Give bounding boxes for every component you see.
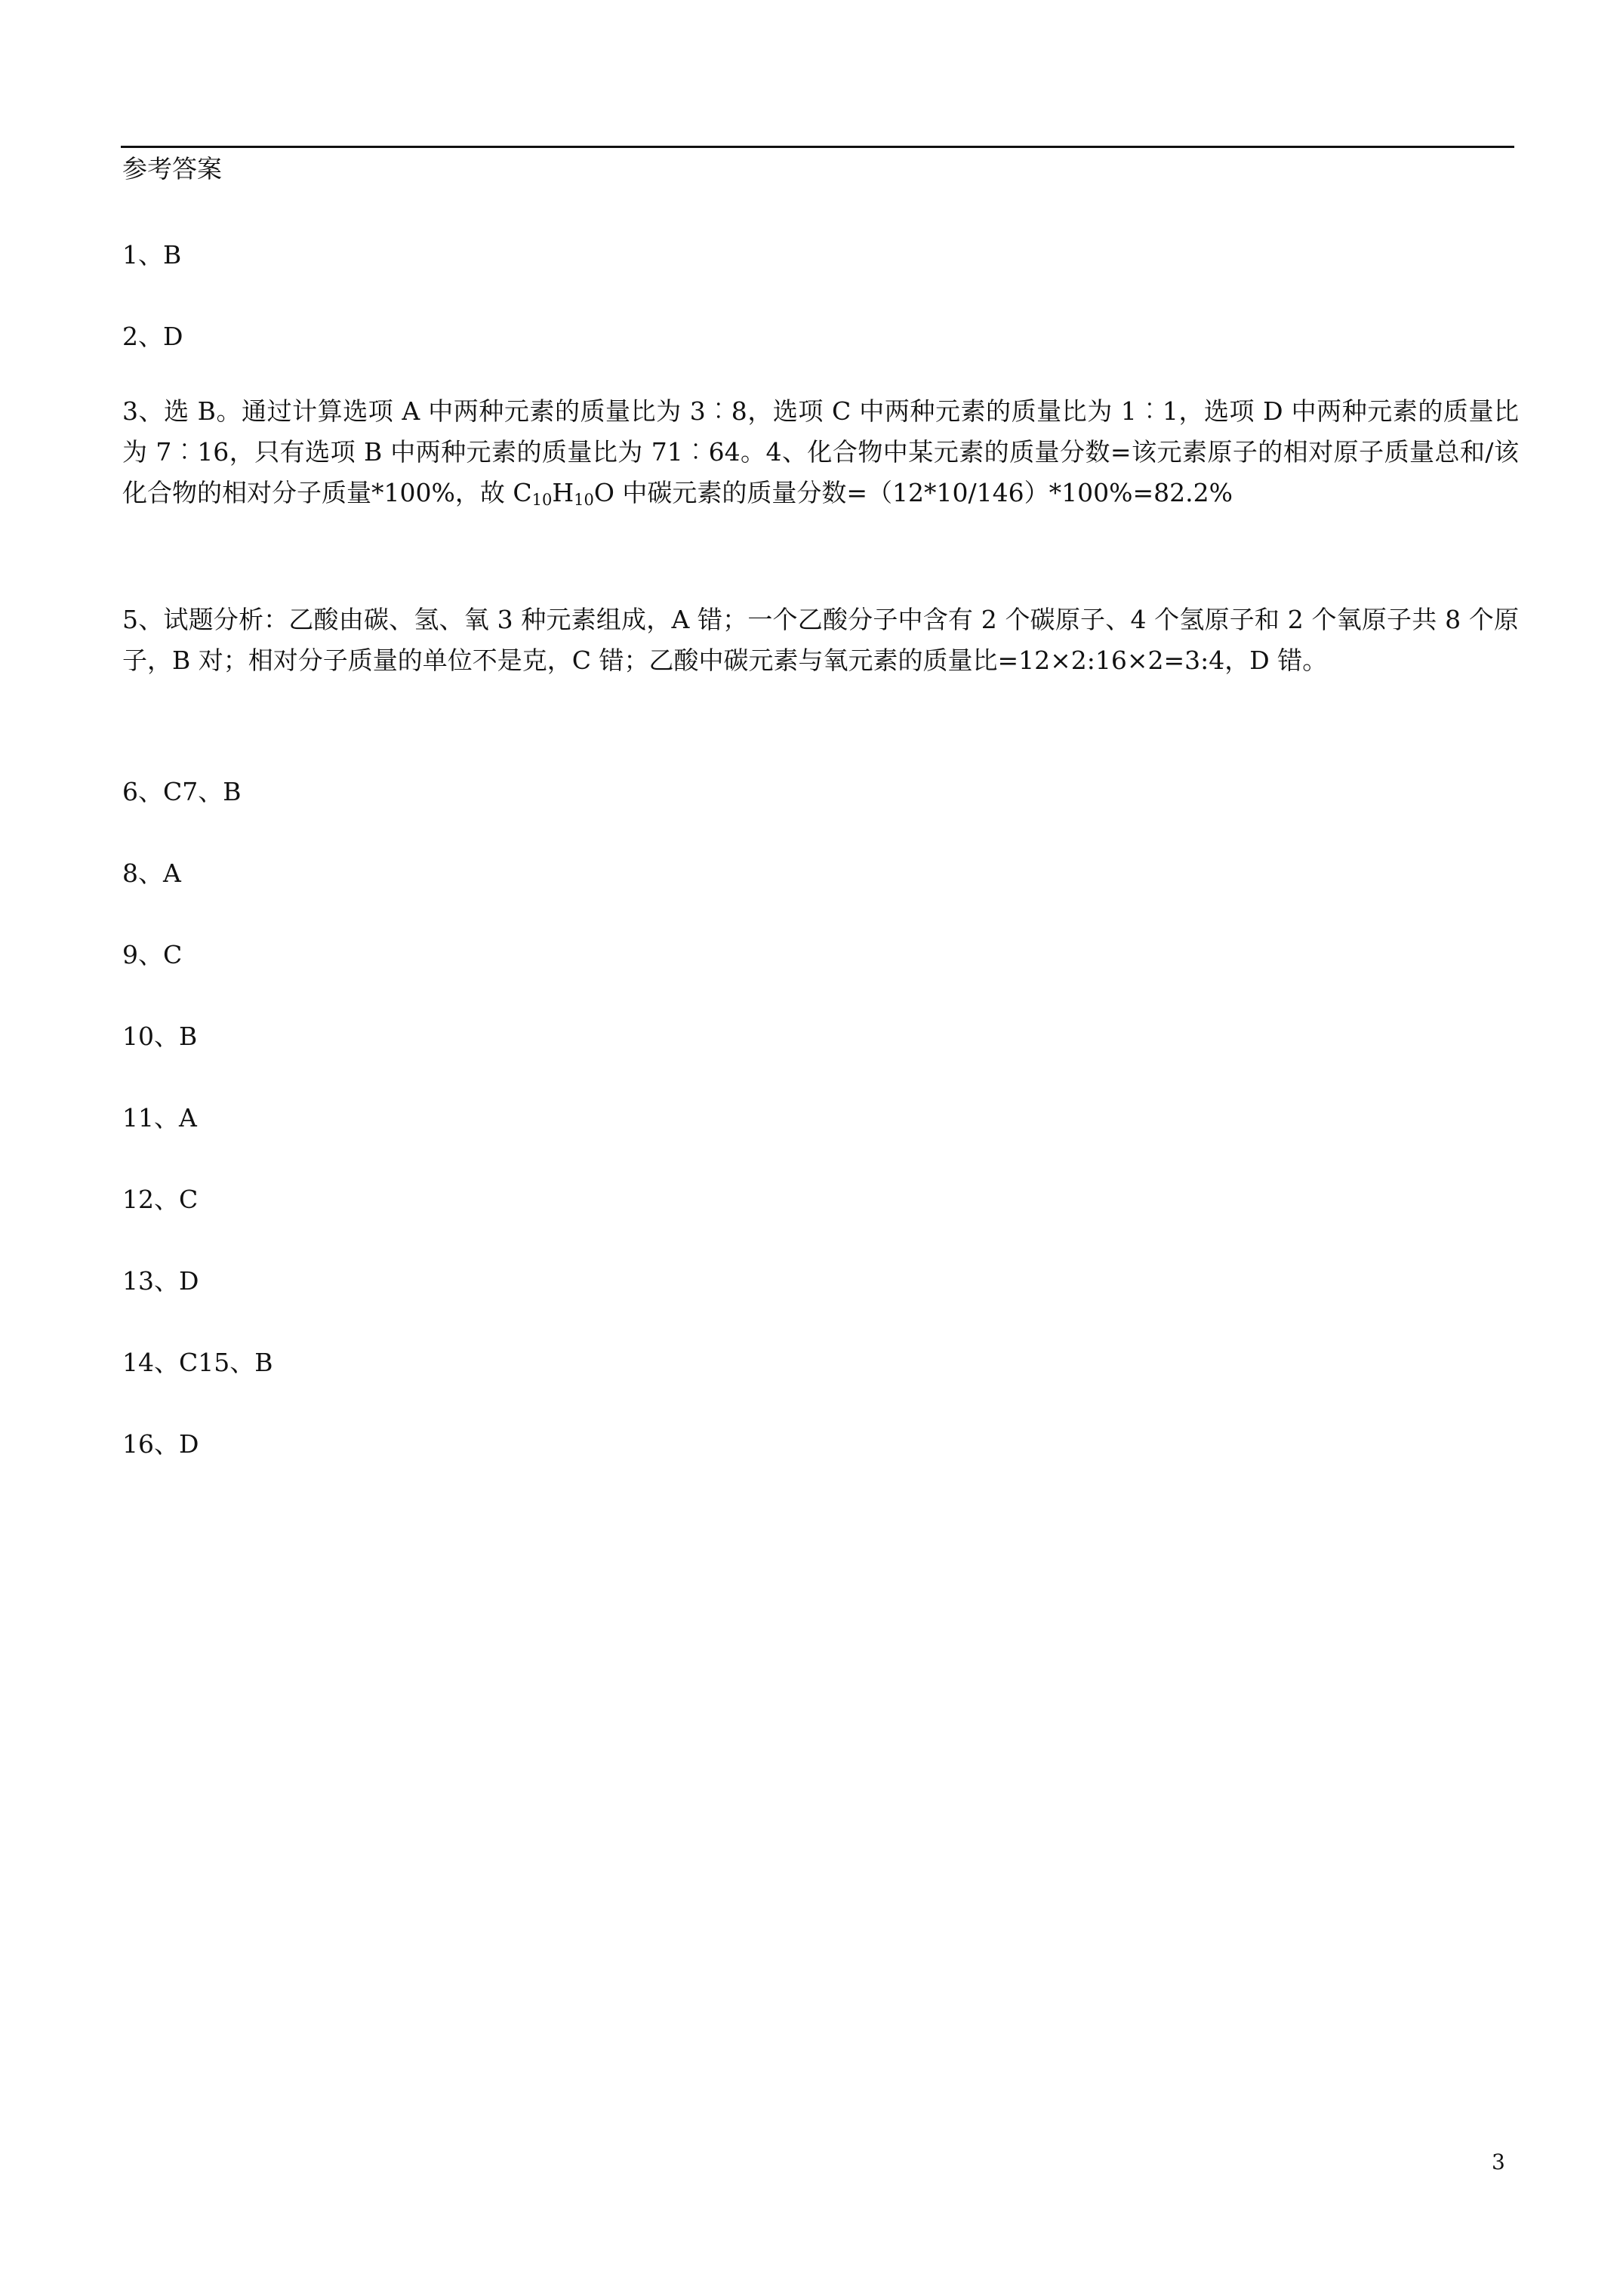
answer-6-7: 6、C7、B (122, 777, 242, 806)
answer-8: 8、A (122, 858, 181, 888)
answer-14-15: 14、C15、B (122, 1348, 273, 1377)
answer-9: 9、C (122, 940, 183, 969)
header-rule (121, 146, 1514, 148)
page-number: 3 (1492, 2150, 1505, 2174)
section-title: 参考答案 (122, 154, 222, 183)
answer-13: 13、D (122, 1266, 199, 1296)
hydrogen-subscript: 10 (574, 491, 594, 509)
carbon-subscript: 10 (531, 491, 553, 509)
answer-4-text: O 中碳元素的质量分数=（12*10/146）*100%=82.2% (593, 478, 1233, 507)
answer-2: 2、D (122, 322, 183, 351)
answer-5: 5、试题分析：乙酸由碳、氢、氧 3 种元素组成，A 错；一个乙酸分子中含有 2 个碳原子、4 个氢原子和 2 个氧原子共 8 个原子，B 对；相对分子质量的单位不是克，C 错；乙酸中碳元素与氧元素的质量比=12×2:16×2=3:4，D 错。 (122, 605, 1519, 675)
answer-3-4 (122, 391, 1519, 513)
answer-16: 16、D (122, 1429, 199, 1459)
answer-1: 1、B (122, 240, 182, 270)
answer-3-text: 3、选 B。通过计算选项 A 中两种元素的质量比为 3︰8，选项 C 中两种元素的质量比为 1︰1，选项 D 中两种元素的质量比为 7︰16，只有选项 B 中两种元素的质量比为 71︰64。4、化合物中某元素的质量分数=该元素原子的相对原子质量总和/该化合物的相对分子质量*100%，故 C (122, 396, 1519, 507)
hydrogen-symbol: H (552, 478, 574, 507)
answer-11: 11、A (122, 1103, 197, 1133)
answer-12: 12、C (122, 1185, 199, 1214)
answer-10: 10、B (122, 1022, 198, 1051)
